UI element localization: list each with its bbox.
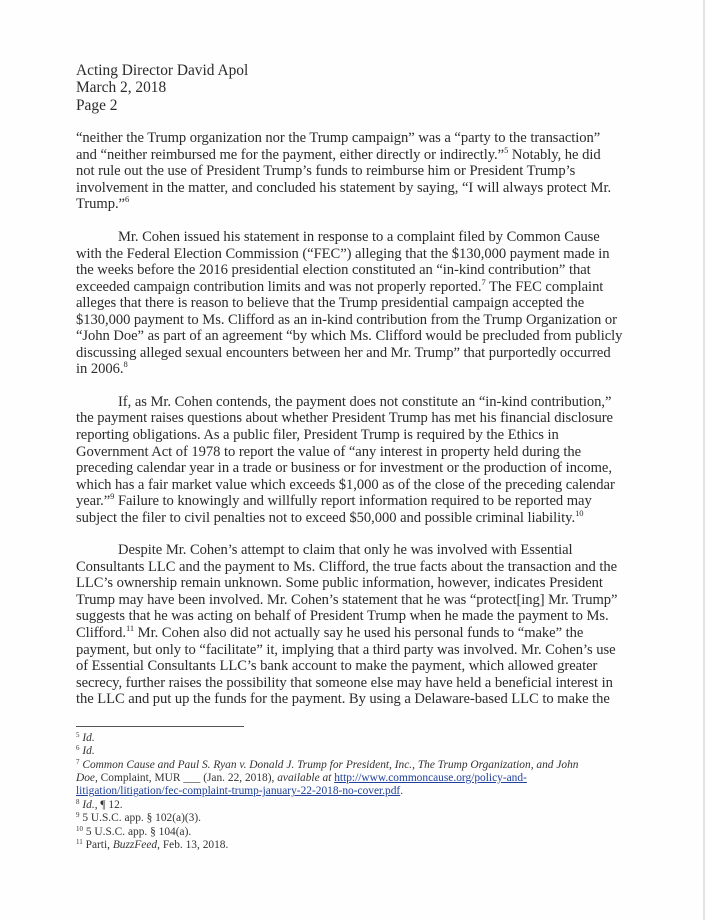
- footnote-6: $^6$ Id.: [76, 744, 95, 758]
- recipient-line: Acting Director David Apol: [76, 62, 249, 79]
- paragraph-1: “neither the Trump organization nor the Trump campaign” was a “party to the transaction” and “neither reimbursed me for the payment, either directly or indirectly.”$^5$ Notably, he did not rule out the use of President Trump’s funds to reimburse him or President Trump’s involvement in the matter, and concluded his statement by saying, “I will always protect Mr. Trump.”$^6$: [76, 130, 612, 213]
- page-number-line: Page 2: [76, 96, 118, 114]
- footnotes: [76, 732, 666, 853]
- footnote-9: $^9$ 5 U.S.C. app. § 102(a)(3).: [76, 811, 201, 825]
- paragraph-4: Despite Mr. Cohen’s attempt to claim that only he was involved with Essential Consultants LLC and the payment to Ms. Clifford, the true facts about the transaction and the LLC’s ownership remain unknown. Some public information, however, indicates President Trump may have been involved. Mr. Cohen’s statement that he was “protect[ing] Mr. Trump” suggests that he was acting on behalf of President Trump when he made the payment to Ms. Clifford.$^{11}$ Mr. Cohen also did not actually say he used his personal funds to “make” the payment, but only to “facilitate” it, implying that a third party was involved. Mr. Cohen’s use of Essential Consultants LLC’s bank account to make the payment, which allowed greater secrecy, further raises the possibility that someone else may have held a beneficial interest in the LLC and put up the funds for the payment. By using a Delaware-based LLC to make the: [76, 542, 618, 708]
- footnote-5: $^5$ Id.: [76, 730, 95, 744]
- footnote-ref-11[interactable]: 11: [125, 622, 135, 633]
- footnote-7: $^7$ Common Cause and Paul S. Ryan v. Donald J. Trump for President, Inc., The Trump Organization, and John Doe, Complaint, MUR ___ (Jan. 22, 2018), available at http://www.commoncause.org/policy-and- litigation/litigation/fec-complaint-trump-january-22-2018-no-cover.pdf.: [76, 757, 579, 798]
- complaint-link-continued[interactable]: litigation/litigation/fec-complaint-trump-january-22-2018-no-cover.pdf: [76, 785, 401, 798]
- footnote-ref-5[interactable]: 5: [504, 144, 509, 155]
- footnote-ref-10[interactable]: 10: [575, 507, 584, 518]
- footnote-8: $^8$ Id., ¶ 12.: [76, 797, 123, 811]
- letter-header: [76, 62, 666, 114]
- footnote-ref-9[interactable]: 9: [110, 491, 115, 502]
- page-edge-line: [703, 0, 705, 920]
- letter-body: [76, 62, 666, 852]
- footnote-ref-8[interactable]: 8: [123, 359, 128, 370]
- footnote-separator: [76, 726, 244, 727]
- date-line: March 2, 2018: [76, 79, 167, 97]
- footnote-ref-6[interactable]: 6: [124, 194, 130, 205]
- footnote-ref-7[interactable]: 7: [481, 276, 486, 287]
- footnote-10: $^{10}$ 5 U.S.C. app. § 104(a).: [76, 824, 192, 838]
- footnote-11: $^{11}$ Parti, BuzzFeed, Feb. 13, 2018.: [76, 837, 229, 851]
- paragraph-3: If, as Mr. Cohen contends, the payment does not constitute an “in-kind contribution,” the payment raises questions about whether President Trump has met his financial disclosure reporting obligations. As a public filer, President Trump is required by the Ethics in Government Act of 1978 to report the value of “any interest in property held during the preceding calendar year in a trade or business or for investment or the production of income, which has a fair market value which exceeds $1,000 as of the close of the preceding calendar year.”$^9$ Failure to knowingly and willfully report information required to be reported may subject the filer to civil penalties not to exceed $50,000 and possible criminal liability.$^{10}$: [76, 393, 615, 526]
- complaint-link[interactable]: http://www.commoncause.org/policy-and-: [334, 771, 527, 784]
- paragraph-2: Mr. Cohen issued his statement in response to a complaint filed by Common Cause with the Federal Election Commission (“FEC”) alleging that the $130,000 payment made in the weeks before the 2016 presidential election constituted an “in-kind contribution” that exceeded campaign contribution limits and was not properly reported.$^7$ The FEC complaint alleges that there is reason to believe that the Trump presidential campaign accepted the $130,000 payment to Ms. Clifford as an in-kind contribution from the Trump Organization or “John Doe” as part of an agreement “by which Ms. Clifford would be precluded from publicly discussing alleged sexual encounters between her and Mr. Trump” that purportedly occurred in 2006.$^8$: [76, 228, 623, 378]
